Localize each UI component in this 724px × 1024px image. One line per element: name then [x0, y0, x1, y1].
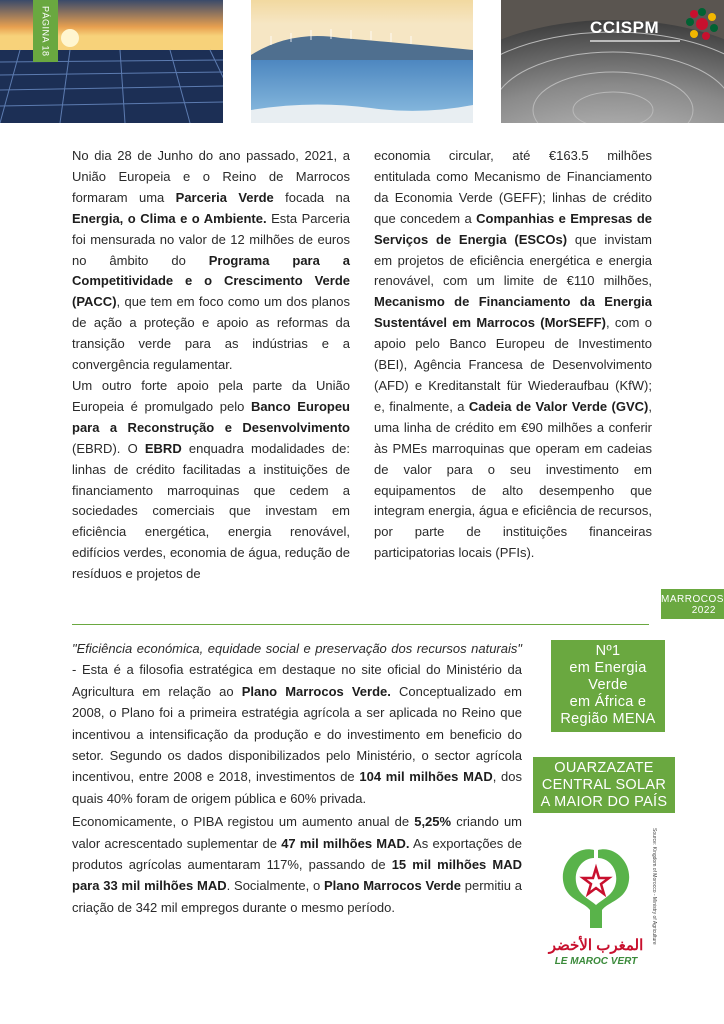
wind-farm-photo: [251, 0, 473, 123]
bold-text: Plano Marrocos Verde: [324, 878, 461, 894]
text-run: Esta Parceria foi mensurada no valor de 12 milhões de euros no âmbito do: [72, 210, 350, 268]
text-run: - Esta é a filosofia estratégica em destaque no site oficial do Ministério da Agricultura em relação ao: [72, 662, 522, 699]
badge-line: Verde: [588, 677, 628, 693]
text-run: , dos quais 40% foram de origem pública e 60% privada.: [72, 769, 523, 806]
text-run: Economicamente, o PIBA registou um aumento anual de: [72, 814, 415, 830]
paragraph: [72, 146, 350, 376]
tree-star-icon: [546, 840, 646, 932]
text-run: Conceptualizado em 2008, o Plano foi a primeira estratégia agrícola a ser aplicada no Reino que incentivou a intensificação da produção e do investimento em beneficio do setor. Segundo os dados disponibilizados pelo Ministério, o sector agrícola incentivou, entre 2008 e 2018, investimentos de: [72, 683, 522, 785]
logo-subline: [590, 40, 680, 42]
logo-text: CCISPM: [590, 18, 660, 37]
right-column-text: [374, 146, 652, 564]
paragraph: [72, 376, 350, 585]
paragraph: [374, 146, 652, 564]
lower-section-text: [72, 638, 522, 918]
bold-text: 47 mil milhões MAD.: [281, 835, 410, 851]
bold-text: Energia, o Clima e o Ambiente.: [72, 210, 267, 226]
text-run: permitiu a criação de 342 mil empregos durante o mesmo período.: [72, 878, 522, 915]
flower-logo-icon: [682, 4, 722, 44]
text-run: , com o apoio pelo Banco Europeu de Investimento (BEI), Agência Francesa de Desenvolvimento (AFD) e Kreditanstalt für Wiederaufbau (KfW); e, finalmente, a: [374, 315, 653, 414]
text-run: Um outro forte apoio pela parte da União Europeia é promulgado pelo: [72, 377, 350, 414]
badge-line: Região MENA: [560, 711, 656, 727]
badge-line: A MAIOR DO PAÍS: [540, 794, 668, 810]
text-run: criando um valor acrescentado suplementar de: [72, 814, 523, 851]
bold-text: Plano Marrocos Verde.: [241, 683, 391, 699]
bold-text: Parceria Verde: [175, 189, 274, 205]
section-divider: [72, 624, 649, 625]
bold-text: EBRD: [144, 440, 182, 456]
bold-text: Banco Europeu para a Reconstrução e Desenvolvimento: [72, 398, 350, 435]
text-run: , que tem em foco como um dos planos de ação a proteção e apoio as reformas da transição verde para as indústrias e a convergência regulamentar.: [72, 294, 350, 373]
text-run: As exportações de produtos agrícolas aumentaram 117%, passando de: [72, 835, 522, 873]
paragraph: [72, 811, 522, 918]
text-run: , uma linha de crédito em €90 milhões a conferir às PMEs marroquinas que operam em cadeias de valor para o seu investimento em equipamentos de alto desempenho que integram energia, água e eficiência de recursos, por parte de instituições financeiras participatorias locais (PFIs).: [374, 398, 652, 561]
bold-text: Cadeia de Valor Verde (GVC): [468, 398, 649, 414]
ouarzazate-badge: [533, 757, 675, 813]
section-tab: [661, 589, 724, 619]
text-run: enquadra modalidades de: linhas de crédito facilitadas a instituições de financiamento marroquinas que cedem a sociedades comerciais que investam em eficiência energética, energia renovável, edifícios verdes, economia de água, redução de resíduos e projetos de: [72, 440, 350, 582]
section-tab-country: MARROCOS: [661, 594, 724, 605]
text-run: que invistam em projetos de eficiência energética e energia renovável, com um limite de €110 milhões,: [374, 231, 652, 289]
page-number-tab: PÁGINA 18: [33, 0, 58, 62]
text-run: (EBRD). O: [72, 440, 145, 456]
bold-text: Mecanismo de Financiamento da Energia Sustentável em Marrocos (MorSEFF): [374, 294, 652, 331]
energy-ranking-badge: [551, 640, 665, 732]
italic-quote: "Eficiência económica, equidade social e preservação dos recursos naturais": [72, 641, 522, 656]
bold-text: 15 mil milhões MAD para 33 mil milhões MAD: [72, 857, 522, 894]
left-column-text: [72, 146, 350, 585]
text-run: . Socialmente, o: [226, 878, 325, 894]
bold-text: 5,25%: [414, 814, 452, 830]
badge-line: Nº1: [595, 643, 621, 659]
text-run: focada na: [273, 189, 350, 205]
bold-text: Programa para a Competitividade e o Crescimento Verde (PACC): [72, 252, 350, 310]
section-tab-year: 2022: [691, 605, 716, 616]
badge-line: em Energia: [569, 660, 647, 676]
maroc-logo-arabic: المغرب الأخضر: [548, 937, 644, 954]
bold-text: 104 mil milhões MAD: [359, 769, 493, 785]
maroc-vert-logo: [546, 840, 646, 970]
maroc-logo-latin: LE MAROC VERT: [554, 956, 638, 967]
bold-text: Companhias e Empresas de Serviços de Energia (ESCOs): [374, 210, 653, 247]
text-run: economia circular, até €163.5 milhões entitulada como Mecanismo de Financiamento da Economia Verde (GEFF); linhas de crédito que concedem a: [374, 148, 652, 226]
ccispm-logo: [590, 12, 720, 52]
badge-line: CENTRAL SOLAR: [541, 777, 667, 793]
badge-line: OUARZAZATE: [554, 760, 654, 776]
text-run: No dia 28 de Junho do ano passado, 2021, a União Europeia e o Reino de Marrocos formaram uma: [72, 148, 350, 205]
badge-line: em África e: [569, 694, 647, 710]
source-note: Source: Kingdom of Morocco - Ministry of Agriculture: [651, 828, 657, 945]
paragraph: [72, 638, 522, 809]
